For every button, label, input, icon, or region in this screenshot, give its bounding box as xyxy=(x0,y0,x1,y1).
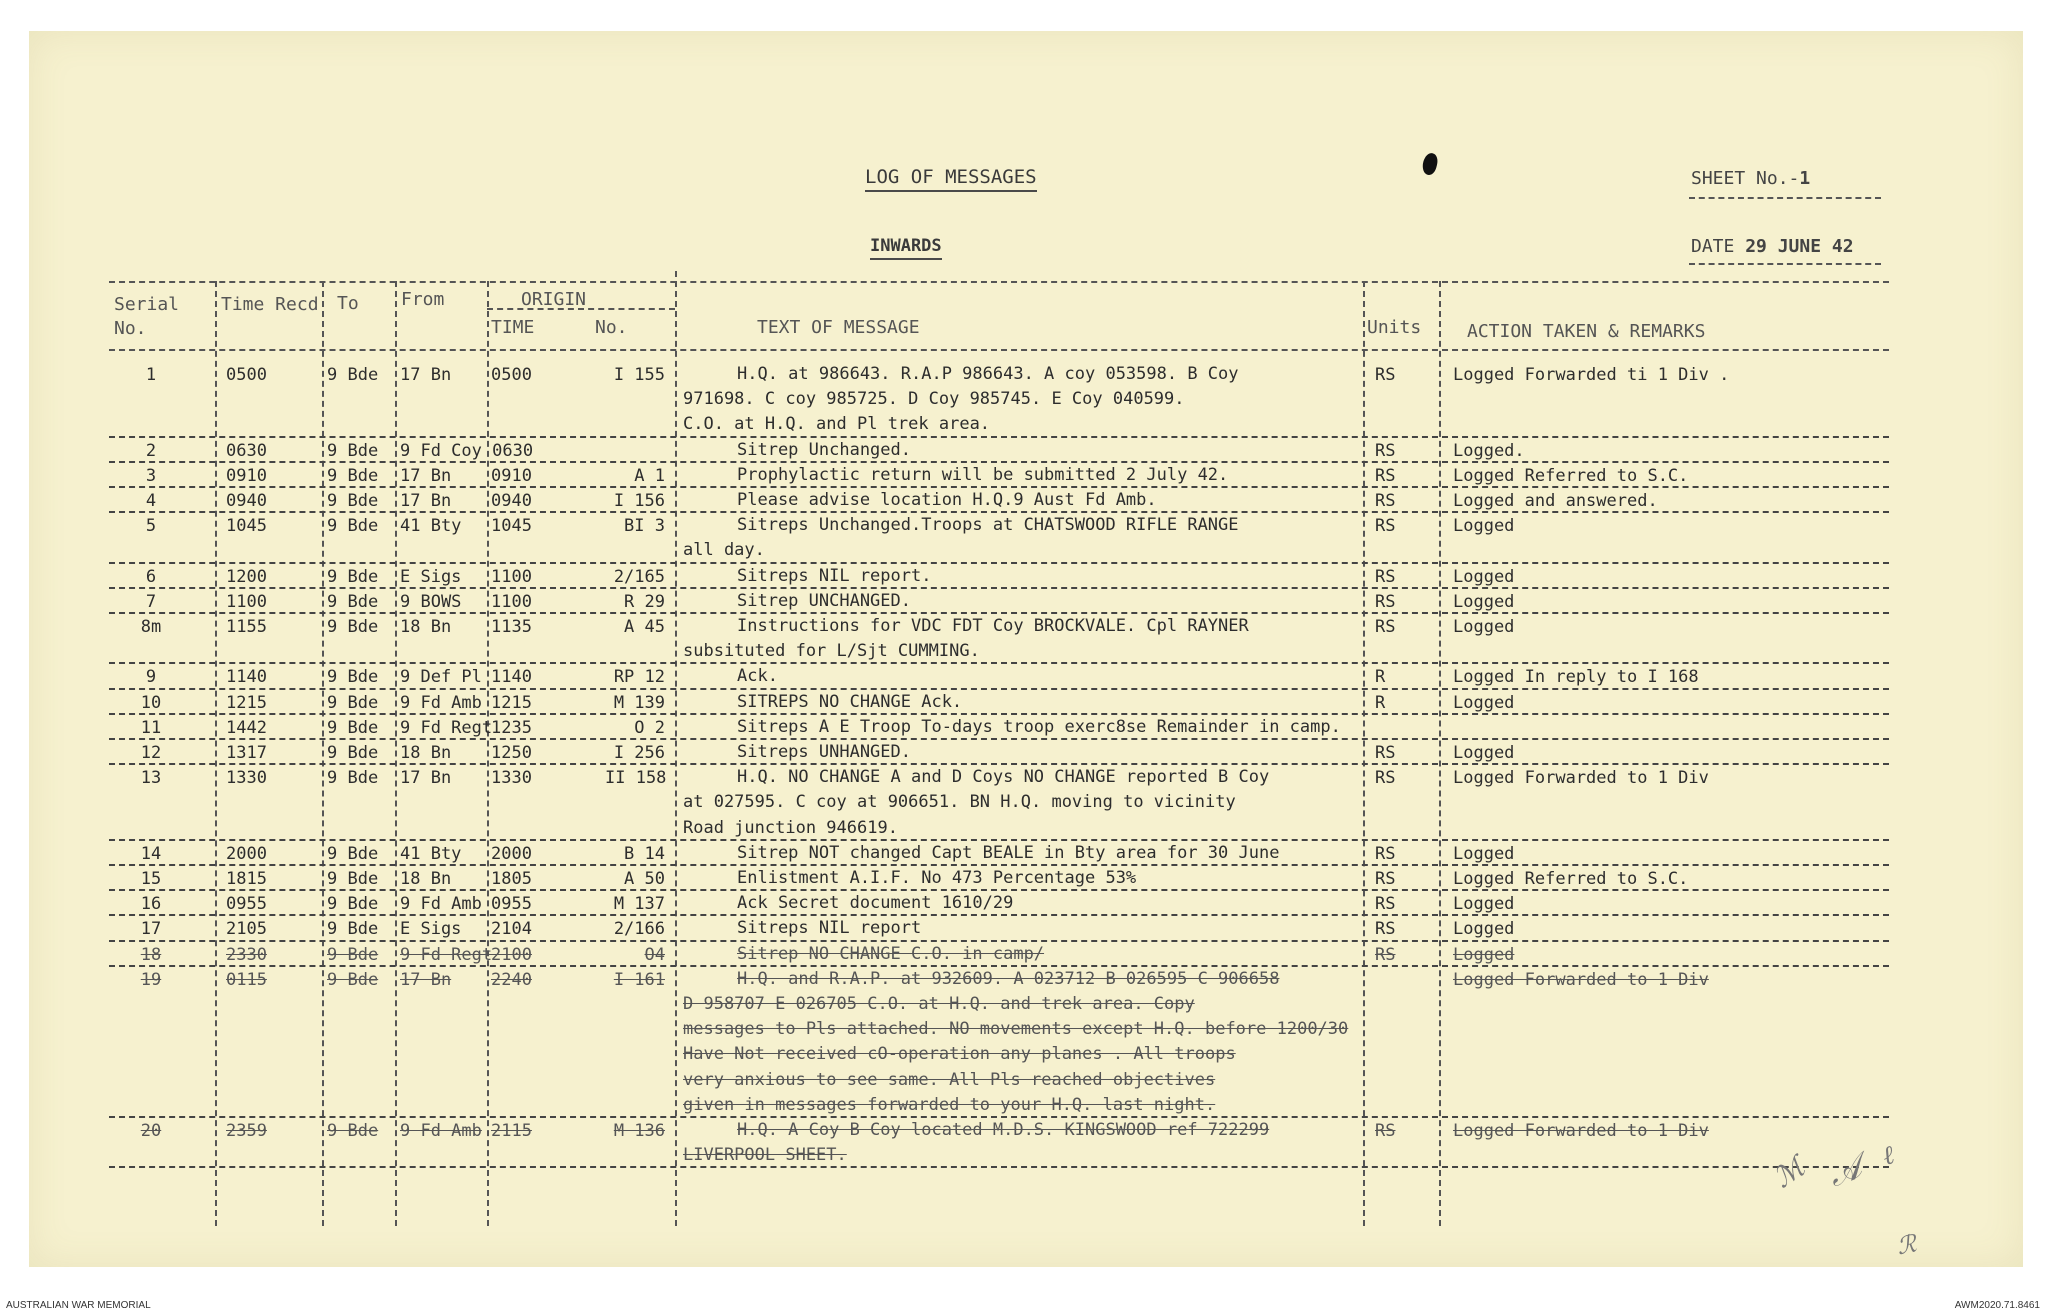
cell-from: 17 Bn xyxy=(400,768,452,789)
cell-serial: 17 xyxy=(140,919,162,940)
cell-to: 9 Bde xyxy=(327,743,379,763)
row-rule xyxy=(109,1166,1889,1168)
cell-otime: 1100 xyxy=(491,566,532,587)
cell-from: 18 Bn xyxy=(400,617,452,637)
cell-ono: R 29 xyxy=(624,591,665,612)
table-row xyxy=(29,916,2023,941)
cell-otime: 1805 xyxy=(491,869,532,889)
cell-otime: 1045 xyxy=(491,516,532,537)
cell-ono: A 45 xyxy=(624,617,665,637)
message-text-line: C.O. at H.Q. and Pl trek area. xyxy=(683,414,991,435)
cell-serial: 12 xyxy=(140,743,162,763)
cell-time: 2330 xyxy=(226,944,267,965)
cell-units: RS xyxy=(1375,1121,1396,1141)
archive-credit: AUSTRALIAN WAR MEMORIAL xyxy=(6,1300,151,1311)
message-text-line: Sitreps Unchanged.Troops at CHATSWOOD RIFLE RANGE xyxy=(737,515,1239,536)
table-row xyxy=(29,664,2023,689)
message-text-line: Sitrep Unchanged. xyxy=(737,439,911,460)
message-text-line: H.Q. at 986643. R.A.P 986643. A coy 053598. B Coy xyxy=(737,364,1239,384)
date-value: 29 JUNE 42 xyxy=(1745,236,1854,257)
table-row xyxy=(29,942,2023,967)
cell-action: Logged xyxy=(1453,843,1515,864)
cell-units: RS xyxy=(1375,365,1396,385)
cell-otime: 2100 xyxy=(491,944,532,965)
cell-serial: 7 xyxy=(145,591,157,612)
cell-to: 9 Bde xyxy=(327,1121,379,1141)
cell-time: 0910 xyxy=(226,465,267,486)
cell-from: 9 Fd Amb xyxy=(400,692,482,713)
cell-units: RS xyxy=(1375,743,1396,763)
cell-serial: 2 xyxy=(145,440,157,461)
cell-time: 1155 xyxy=(226,617,267,637)
cell-serial: 4 xyxy=(145,491,157,511)
cell-otime: 1140 xyxy=(491,667,532,688)
col-header-serial: Serial No. xyxy=(114,294,180,339)
table-row xyxy=(29,564,2023,589)
table-row xyxy=(29,765,2023,841)
col-header-time: Time Recd xyxy=(221,294,319,315)
cell-serial: 20 xyxy=(140,1121,162,1141)
cell-ono: B 14 xyxy=(624,843,665,864)
cell-ono: A 1 xyxy=(634,465,665,486)
cell-action: Logged Forwarded to 1 Div xyxy=(1453,969,1709,990)
cell-otime: 2000 xyxy=(491,843,532,864)
cell-serial: 16 xyxy=(140,894,162,915)
cell-from: 9 Fd Regt xyxy=(400,717,493,738)
handwritten-initials: ℳ xyxy=(1767,1150,1811,1195)
cell-ono: 2/165 xyxy=(613,566,665,587)
cell-time: 0115 xyxy=(226,969,267,990)
cell-from: E Sigs xyxy=(400,919,462,940)
message-text-line: LIVERPOOL SHEET. xyxy=(683,1145,847,1166)
cell-units: R xyxy=(1375,692,1386,713)
cell-units: RS xyxy=(1375,617,1396,637)
cell-units: RS xyxy=(1375,465,1396,486)
cell-time: 1215 xyxy=(226,692,267,713)
cell-from: 17 Bn xyxy=(400,969,452,990)
cell-otime: 1235 xyxy=(491,717,532,738)
message-text-line: D 958707 E 026705 C.O. at H.Q. and trek area. Copy xyxy=(683,993,1195,1014)
cell-serial: 10 xyxy=(140,692,162,713)
col-header-origin-time: TIME xyxy=(491,317,535,338)
cell-to: 9 Bde xyxy=(327,969,379,990)
table-row xyxy=(29,488,2023,513)
cell-from: 41 Bty xyxy=(400,843,462,864)
message-text-line: H.Q. NO CHANGE A and D Coys NO CHANGE reported B Coy xyxy=(737,767,1270,788)
cell-otime: 2115 xyxy=(491,1121,532,1141)
cell-time: 1442 xyxy=(226,717,267,738)
cell-action: Logged In reply to I 168 xyxy=(1453,667,1699,688)
cell-action: Logged xyxy=(1453,516,1515,537)
table-row xyxy=(29,463,2023,488)
cell-units: RS xyxy=(1375,869,1396,889)
table-top-rule xyxy=(109,281,1889,283)
cell-from: 18 Bn xyxy=(400,869,452,889)
table-row xyxy=(29,841,2023,866)
cell-from: 17 Bn xyxy=(400,465,452,486)
cell-ono: M 139 xyxy=(613,692,665,713)
cell-action: Logged Referred to S.C. xyxy=(1453,465,1689,486)
cell-ono: A 50 xyxy=(624,869,665,889)
message-text-line: Prophylactic return will be submitted 2 July 42. xyxy=(737,464,1229,485)
table-row xyxy=(29,690,2023,715)
cell-action: Logged xyxy=(1453,617,1515,637)
col-header-units: Units xyxy=(1367,317,1422,338)
cell-ono: II 158 xyxy=(605,768,667,789)
message-text-line: Sitrep NO CHANGE C.O. in camp/ xyxy=(737,943,1045,964)
cell-to: 9 Bde xyxy=(327,566,379,587)
cell-serial: 18 xyxy=(140,944,162,965)
cell-units: RS xyxy=(1375,944,1396,965)
message-text-line: messages to Pls attached. NO movements except H.Q. before 1200/30 xyxy=(683,1019,1349,1040)
message-text-line: Please advise location H.Q.9 Aust Fd Amb. xyxy=(737,490,1157,510)
cell-to: 9 Bde xyxy=(327,617,379,637)
cell-serial: 6 xyxy=(145,566,157,587)
cell-units: RS xyxy=(1375,768,1396,789)
cell-ono: M 137 xyxy=(613,894,665,915)
cell-otime: 2104 xyxy=(491,919,532,940)
cell-action: Logged xyxy=(1453,944,1515,965)
col-header-origin-no: No. xyxy=(595,317,628,338)
cell-serial: 8m xyxy=(140,617,162,637)
cell-ono: I 256 xyxy=(613,743,665,763)
table-row xyxy=(29,438,2023,463)
message-text-line: given in messages forwarded to your H.Q. last night. xyxy=(683,1094,1216,1115)
cell-time: 1330 xyxy=(226,768,267,789)
cell-to: 9 Bde xyxy=(327,944,379,965)
cell-action: Logged xyxy=(1453,743,1515,763)
cell-from: 9 Fd Amb xyxy=(400,894,482,915)
cell-otime: 1330 xyxy=(491,768,532,789)
message-text-line: at 027595. C coy at 906651. BN H.Q. moving to vicinity xyxy=(683,792,1236,813)
message-text-line: Sitreps UNHANGED. xyxy=(737,742,911,762)
cell-units: RS xyxy=(1375,516,1396,537)
cell-serial: 9 xyxy=(145,667,157,688)
cell-units: RS xyxy=(1375,566,1396,587)
cell-otime: 1215 xyxy=(491,692,532,713)
cell-to: 9 Bde xyxy=(327,667,379,688)
cell-serial: 5 xyxy=(145,516,157,537)
cell-otime: 0955 xyxy=(491,894,532,915)
cell-time: 0500 xyxy=(226,365,267,385)
cell-to: 9 Bde xyxy=(327,869,379,889)
cell-from: 9 BOWS xyxy=(400,591,462,612)
message-text-line: Have Not received cO-operation any planes . All troops xyxy=(683,1044,1236,1065)
archive-reference: AWM2020.71.8461 xyxy=(1954,1300,2040,1311)
cell-ono: RP 12 xyxy=(613,667,665,688)
cell-serial: 14 xyxy=(140,843,162,864)
message-text-line: Sitrep UNCHANGED. xyxy=(737,590,911,611)
cell-from: 9 Fd Amb xyxy=(400,1121,482,1141)
cell-action: Logged xyxy=(1453,894,1515,915)
table-row xyxy=(29,1118,2023,1168)
cell-action: Logged and answered. xyxy=(1453,491,1658,511)
cell-ono: I 155 xyxy=(613,365,665,385)
cell-otime: 0500 xyxy=(491,365,532,385)
table-row xyxy=(29,866,2023,891)
cell-serial: 1 xyxy=(145,365,157,385)
cell-time: 2105 xyxy=(226,919,267,940)
cell-action: Logged Forwarded ti 1 Div . xyxy=(1453,365,1730,385)
table-row xyxy=(29,513,2023,563)
cell-ono: 2/166 xyxy=(613,919,665,940)
message-text-line: Sitreps A E Troop To-days troop exerc8se Remainder in camp. xyxy=(737,716,1341,737)
table-row xyxy=(29,715,2023,740)
cell-units: RS xyxy=(1375,894,1396,915)
cell-serial: 3 xyxy=(145,465,157,486)
cell-time: 2000 xyxy=(226,843,267,864)
sheet-label: SHEET No.- xyxy=(1691,168,1800,189)
cell-time: 1317 xyxy=(226,743,267,763)
cell-to: 9 Bde xyxy=(327,919,379,940)
cell-otime: 2240 xyxy=(491,969,532,990)
message-text-line: very anxious to see same. All Pls reached objectives xyxy=(683,1069,1216,1090)
message-text-line: Ack Secret document 1610/29 xyxy=(737,893,1014,914)
message-text-line: subsituted for L/Sjt CUMMING. xyxy=(683,641,980,662)
cell-time: 2359 xyxy=(226,1121,267,1141)
cell-time: 0955 xyxy=(226,894,267,915)
cell-time: 0940 xyxy=(226,491,267,511)
cell-ono: M 136 xyxy=(613,1121,665,1141)
cell-units: RS xyxy=(1375,591,1396,612)
cell-action: Logged Referred to S.C. xyxy=(1453,869,1689,889)
cell-from: 17 Bn xyxy=(400,491,452,511)
cell-units: RS xyxy=(1375,919,1396,940)
cell-units: RS xyxy=(1375,440,1396,461)
cell-from: 18 Bn xyxy=(400,743,452,763)
cell-action: Logged xyxy=(1453,566,1515,587)
cell-serial: 19 xyxy=(140,969,162,990)
cell-ono: I 156 xyxy=(613,491,665,511)
cell-otime: 0910 xyxy=(491,465,532,486)
cell-time: 0630 xyxy=(226,440,267,461)
message-text-line: Enlistment A.I.F. No 473 Percentage 53% xyxy=(737,868,1137,888)
cell-otime: 1135 xyxy=(491,617,532,637)
message-text-line: SITREPS NO CHANGE Ack. xyxy=(737,691,963,712)
cell-to: 9 Bde xyxy=(327,717,379,738)
cell-serial: 13 xyxy=(140,768,162,789)
cell-otime: 1250 xyxy=(491,743,532,763)
message-text-line: all day. xyxy=(683,540,765,561)
cell-from: 41 Bty xyxy=(400,516,462,537)
cell-from: 17 Bn xyxy=(400,365,452,385)
cell-otime: 0940 xyxy=(491,491,532,511)
page-title: LOG OF MESSAGES xyxy=(865,166,1037,192)
message-text-line: Sitreps NIL report xyxy=(737,918,922,939)
handwritten-initials: ℓ xyxy=(1879,1140,1898,1172)
cell-serial: 15 xyxy=(140,869,162,889)
handwritten-initials: ℛ xyxy=(1894,1229,1919,1261)
cell-units: RS xyxy=(1375,491,1396,511)
message-text-line: H.Q. and R.A.P. at 932609. A 023712 B 026595 C 906658 xyxy=(737,968,1280,989)
table-row xyxy=(29,891,2023,916)
cell-ono: BI 3 xyxy=(624,516,665,537)
cell-time: 1815 xyxy=(226,869,267,889)
table-row xyxy=(29,589,2023,614)
cell-action: Logged xyxy=(1453,919,1515,940)
cell-to: 9 Bde xyxy=(327,365,379,385)
cell-units: R xyxy=(1375,667,1386,688)
message-text-line: Road junction 946619. xyxy=(683,817,898,838)
col-header-from: From xyxy=(401,289,445,310)
message-text-line: Sitrep NOT changed Capt BEALE in Bty area for 30 June xyxy=(737,842,1280,863)
cell-action: Logged Forwarded to 1 Div xyxy=(1453,768,1709,789)
col-header-text: TEXT OF MESSAGE xyxy=(757,317,920,338)
cell-units: RS xyxy=(1375,843,1396,864)
col-header-origin: ORIGIN xyxy=(521,289,587,310)
cell-to: 9 Bde xyxy=(327,768,379,789)
cell-from: 9 Def Pl xyxy=(400,667,482,688)
cell-ono: O 2 xyxy=(634,717,665,738)
table-row xyxy=(29,362,2023,438)
cell-ono: I 161 xyxy=(613,969,665,990)
cell-serial: 11 xyxy=(140,717,162,738)
cell-from: 9 Fd Regt xyxy=(400,944,493,965)
cell-to: 9 Bde xyxy=(327,516,379,537)
cell-action: Logged xyxy=(1453,692,1515,713)
sheet-value: 1 xyxy=(1799,168,1811,189)
table-row xyxy=(29,740,2023,765)
table-row xyxy=(29,614,2023,664)
message-text-line: H.Q. A Coy B Coy located M.D.S. KINGSWOOD ref 722299 xyxy=(737,1120,1270,1140)
cell-to: 9 Bde xyxy=(327,440,379,461)
message-text-line: Instructions for VDC FDT Coy BROCKVALE. Cpl RAYNER xyxy=(737,616,1249,636)
col-header-to: To xyxy=(337,293,359,314)
cell-action: Logged Forwarded to 1 Div xyxy=(1453,1121,1709,1141)
cell-to: 9 Bde xyxy=(327,465,379,486)
table-header-rule xyxy=(109,349,1889,351)
cell-action: Logged. xyxy=(1453,440,1525,461)
handwritten-initials: 𝒜 xyxy=(1823,1146,1868,1196)
cell-to: 9 Bde xyxy=(327,591,379,612)
page-subtitle: INWARDS xyxy=(870,236,942,260)
cell-to: 9 Bde xyxy=(327,843,379,864)
document-sheet xyxy=(29,31,2023,1267)
col-header-action: ACTION TAKEN & REMARKS xyxy=(1467,321,1706,342)
cell-time: 1140 xyxy=(226,667,267,688)
cell-from: 9 Fd Coy 0630 xyxy=(400,440,534,461)
date-label: DATE xyxy=(1691,236,1735,257)
table-row xyxy=(29,967,2023,1118)
cell-time: 1100 xyxy=(226,591,267,612)
cell-time: 1045 xyxy=(226,516,267,537)
message-text-line: Sitreps NIL report. xyxy=(737,565,932,586)
cell-to: 9 Bde xyxy=(327,894,379,915)
message-text-line: Ack. xyxy=(737,666,778,687)
cell-to: 9 Bde xyxy=(327,692,379,713)
cell-from: E Sigs xyxy=(400,566,462,587)
cell-action: Logged xyxy=(1453,591,1515,612)
cell-otime: 1100 xyxy=(491,591,532,612)
cell-time: 1200 xyxy=(226,566,267,587)
cell-to: 9 Bde xyxy=(327,491,379,511)
message-text-line: 971698. C coy 985725. D Coy 985745. E Coy 040599. xyxy=(683,389,1185,410)
cell-ono: O4 xyxy=(644,944,665,965)
